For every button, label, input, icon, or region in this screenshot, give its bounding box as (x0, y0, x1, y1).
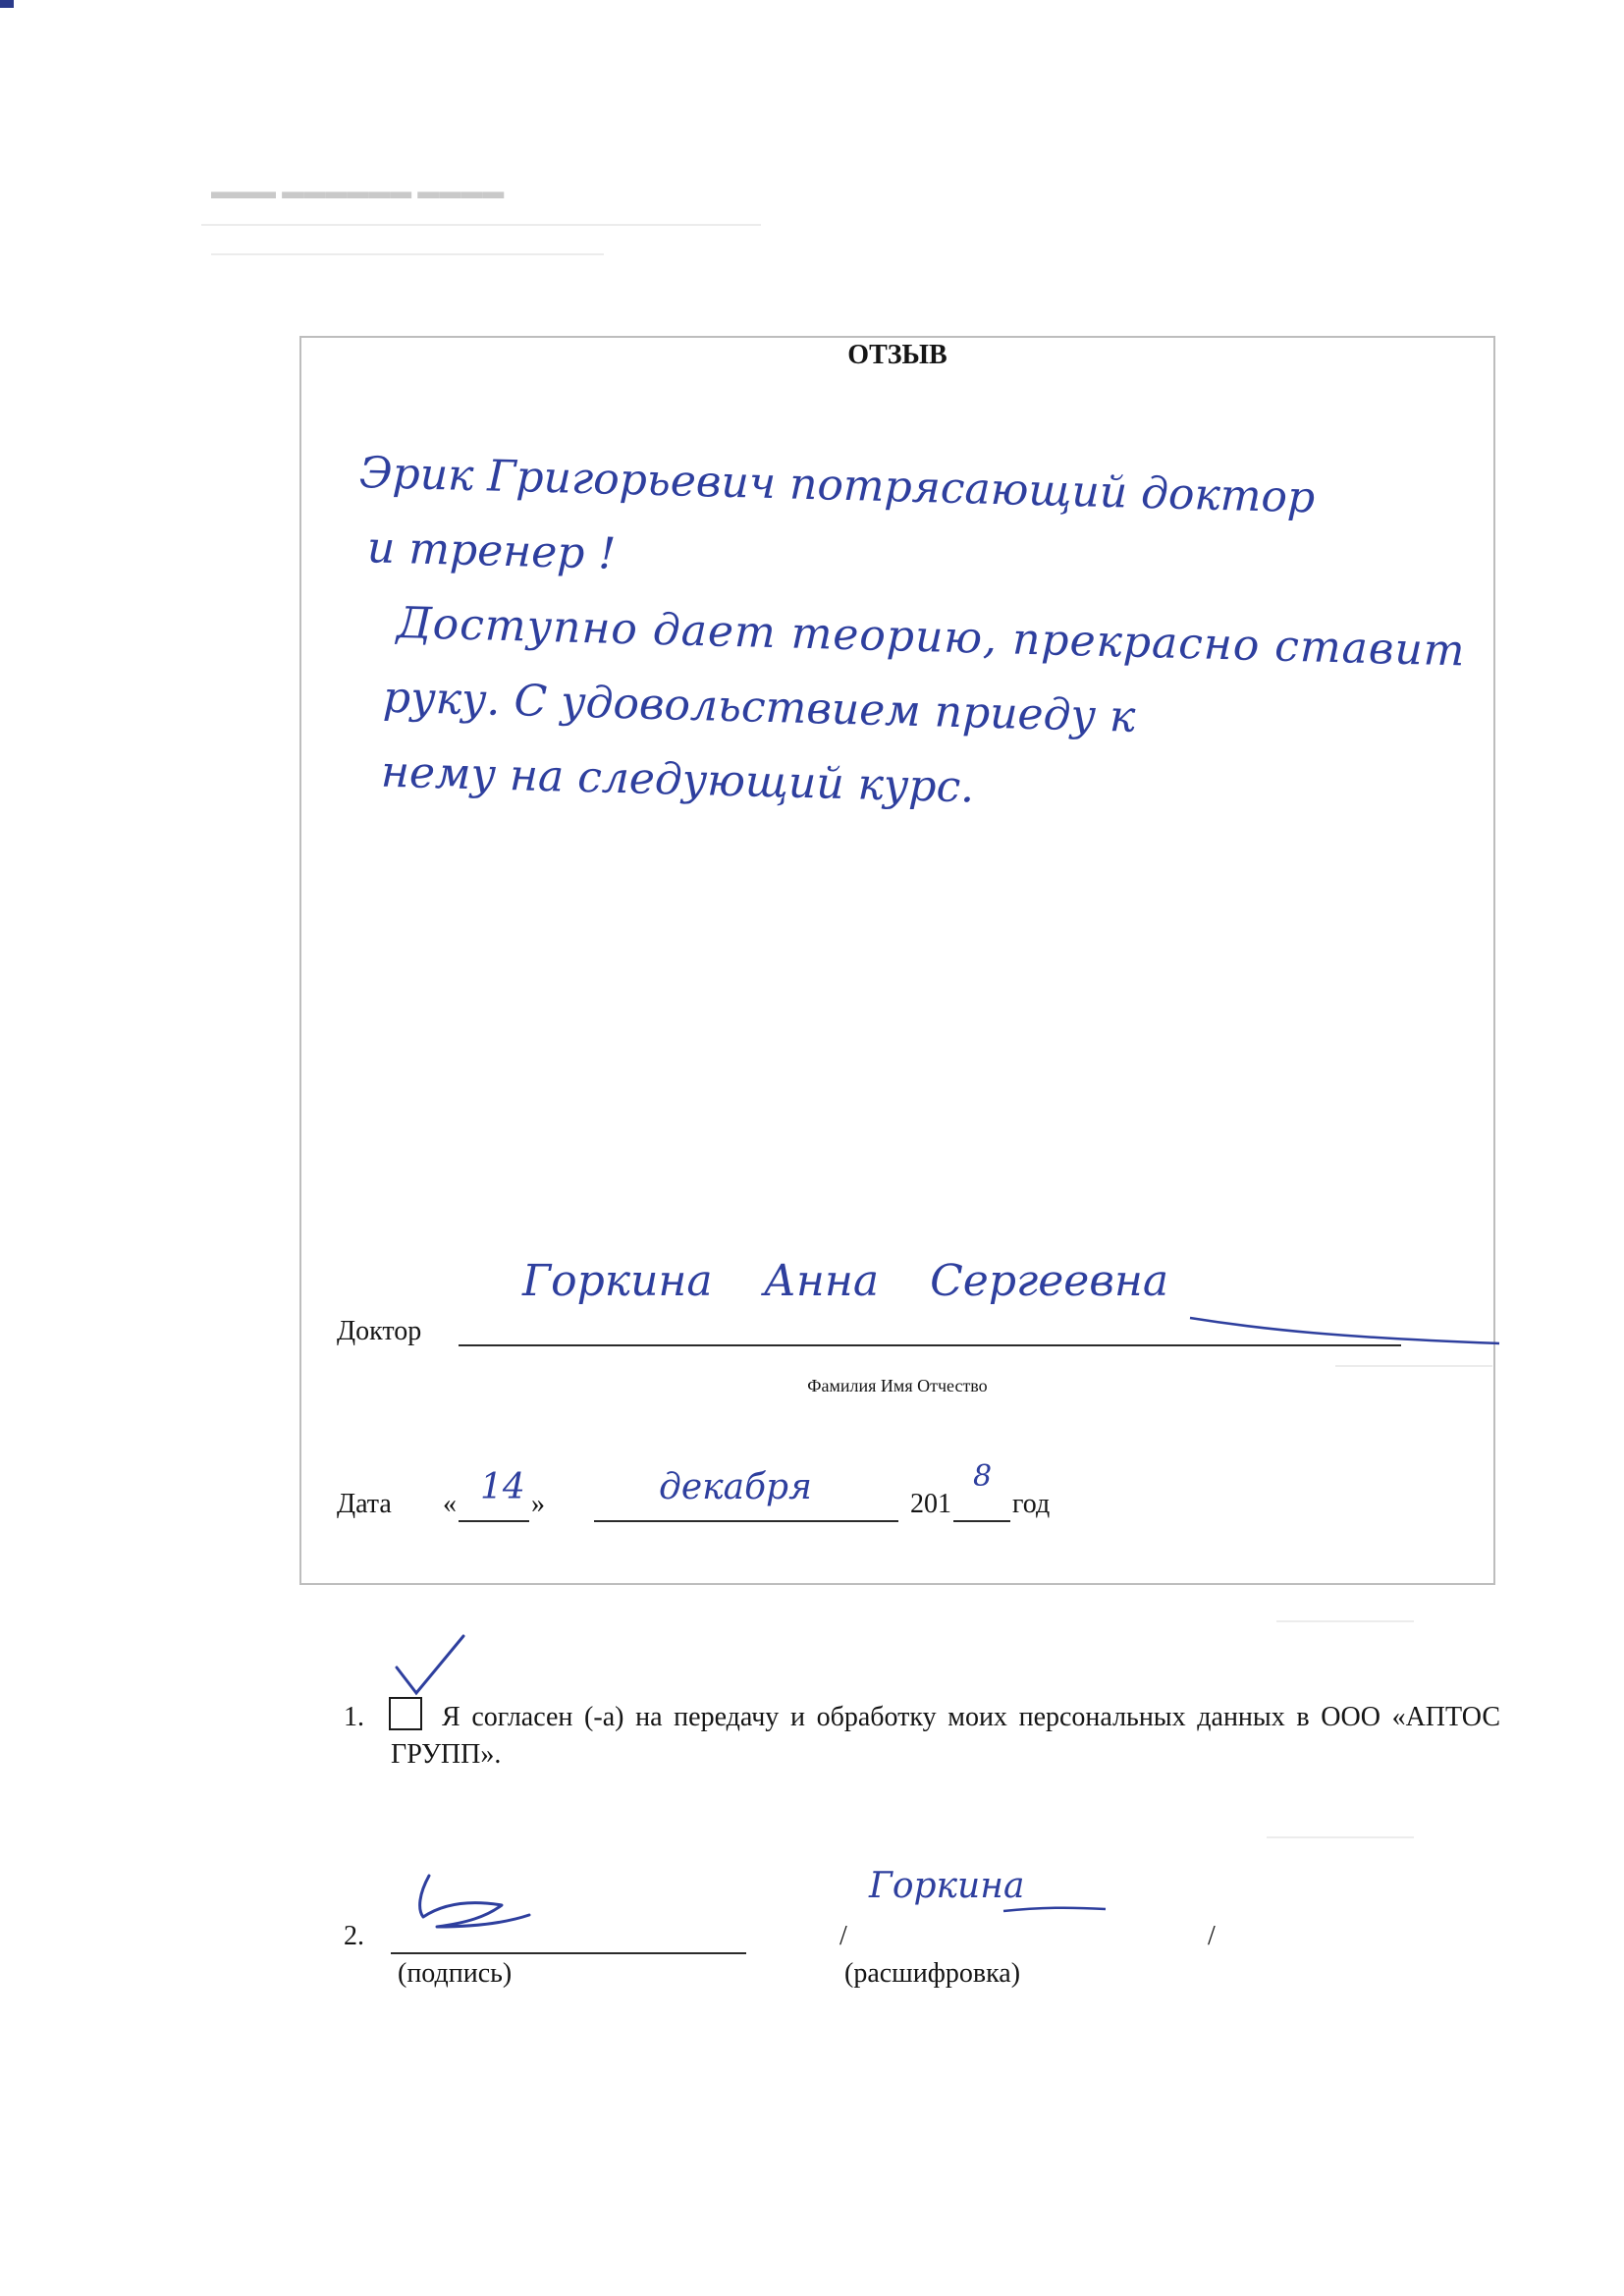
signature-caption: (подпись) (398, 1958, 513, 1989)
form-title: ОТЗЫВ (847, 340, 947, 370)
review-line: и тренер ! (366, 522, 617, 579)
consent-text: Я согласен (-а) на передачу и обработку моих персональных данных в ООО «АПТОС ГРУПП». (391, 1702, 1500, 1770)
doctor-label: Доктор (337, 1316, 422, 1346)
scan-edge-mark (0, 0, 14, 8)
signature-row (344, 1915, 1326, 2023)
review-form-box (299, 336, 1495, 1585)
doctor-name-field-line[interactable] (459, 1344, 1401, 1346)
decoded-surname-handwritten: Горкина (869, 1866, 1025, 1906)
date-label: Дата (337, 1489, 392, 1519)
date-year-field-line[interactable] (953, 1520, 1010, 1522)
bleed-through-ghost (211, 253, 604, 255)
date-close-quote: » (531, 1489, 545, 1519)
consent-number: 1. (344, 1702, 364, 1732)
review-line: нему на следующий курс. (380, 746, 975, 813)
decoding-caption: (расшифровка) (844, 1958, 1021, 1989)
review-line: Доступно дает теорию, прекрасно ставит (396, 598, 1467, 677)
review-line: руку. С удовольствием приеду к (382, 672, 1136, 742)
review-line: Эрик Григорьевич потрясающий доктор (358, 447, 1316, 523)
handwritten-review (351, 436, 1470, 838)
date-year-prefix: 201 (910, 1489, 951, 1519)
date-day-field-line[interactable] (459, 1520, 529, 1522)
decoding-slash-left: / (839, 1921, 847, 1951)
date-day-handwritten: 14 (480, 1467, 525, 1507)
bleed-through-ghost: ▬▬▬ ▬▬▬▬▬▬ ▬▬▬▬ (211, 179, 505, 203)
doctor-field-caption: Фамилия Имя Отчество (807, 1376, 988, 1395)
date-year-suffix: год (1012, 1489, 1051, 1519)
doctor-name-handwritten: Горкина Анна Сергеевна (522, 1256, 1169, 1306)
bleed-through-ghost (1276, 1620, 1414, 1622)
date-month-field-line[interactable] (594, 1520, 898, 1522)
signature-field-line[interactable] (391, 1952, 746, 1954)
doctor-name-flourish-icon (1185, 1310, 1509, 1349)
date-month-handwritten: декабря (659, 1467, 812, 1507)
signature-number: 2. (344, 1921, 364, 1951)
date-open-quote: « (443, 1489, 457, 1519)
date-year-digit-handwritten: 8 (973, 1459, 993, 1494)
bleed-through-ghost (1267, 1836, 1414, 1838)
decoding-slash-right: / (1208, 1921, 1216, 1951)
bleed-through-ghost (201, 224, 761, 226)
date-row (337, 1459, 1417, 1528)
